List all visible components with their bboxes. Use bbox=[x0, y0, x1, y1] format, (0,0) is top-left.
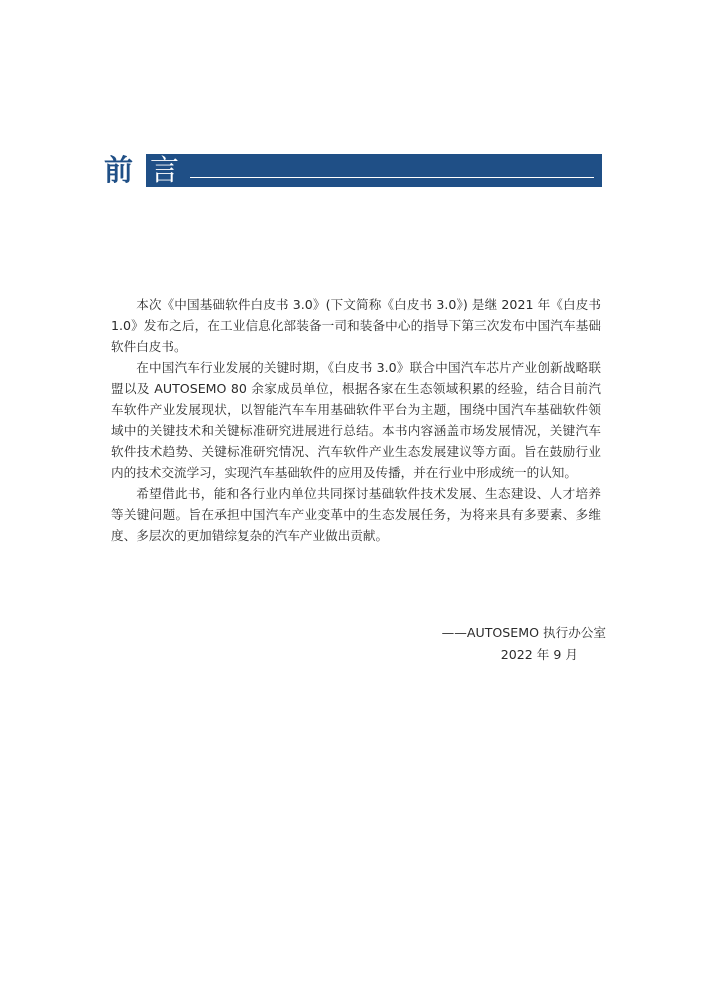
heading-rule-line bbox=[190, 177, 594, 178]
paragraph-1: 本次《中国基础软件白皮书 3.0》(下文简称《白皮书 3.0》) 是继 2021 年《白皮书 1.0》发布之后，在工业信息化部装备一司和装备中心的指导下第三次发布中国汽车基础软件白皮书。 bbox=[111, 297, 601, 354]
signature-organization: ——AUTOSEMO 执行办公室 bbox=[441, 625, 606, 640]
signature-date: 2022 年 9 月 bbox=[500, 647, 578, 662]
preface-heading bbox=[104, 154, 602, 187]
heading-second-char: 言 bbox=[150, 153, 180, 187]
paragraph-3: 希望借此书，能和各行业内单位共同探讨基础软件技术发展、生态建设、人才培养等关键问题。旨在承担中国汽车产业变革中的生态发展任务，为将来具有多要素、多维度、多层次的更加错综复杂的汽车产业做出贡献。 bbox=[111, 486, 601, 543]
paragraph-2: 在中国汽车行业发展的关键时期，《白皮书 3.0》联合中国汽车芯片产业创新战略联盟以及 AUTOSEMO 80 余家成员单位，根据各家在生态领域积累的经验，结合目前汽车软件产业发展现状，以智能汽车车用基础软件平台为主题，围绕中国汽车基础软件领域中的关键技术和关键标准研究进展进行总结。本书内容涵盖市场发展情况，关键汽车软件技术趋势、关键标准研究情况、汽车软件产业生态发展建议等方面。旨在鼓励行业内的技术交流学习，实现汽车基础软件的应用及传播，并在行业中形成统一的认知。 bbox=[111, 360, 601, 480]
preface-body bbox=[111, 294, 601, 546]
heading-banner bbox=[146, 154, 602, 187]
heading-first-char: 前 bbox=[104, 153, 135, 187]
signature-block bbox=[442, 622, 606, 666]
